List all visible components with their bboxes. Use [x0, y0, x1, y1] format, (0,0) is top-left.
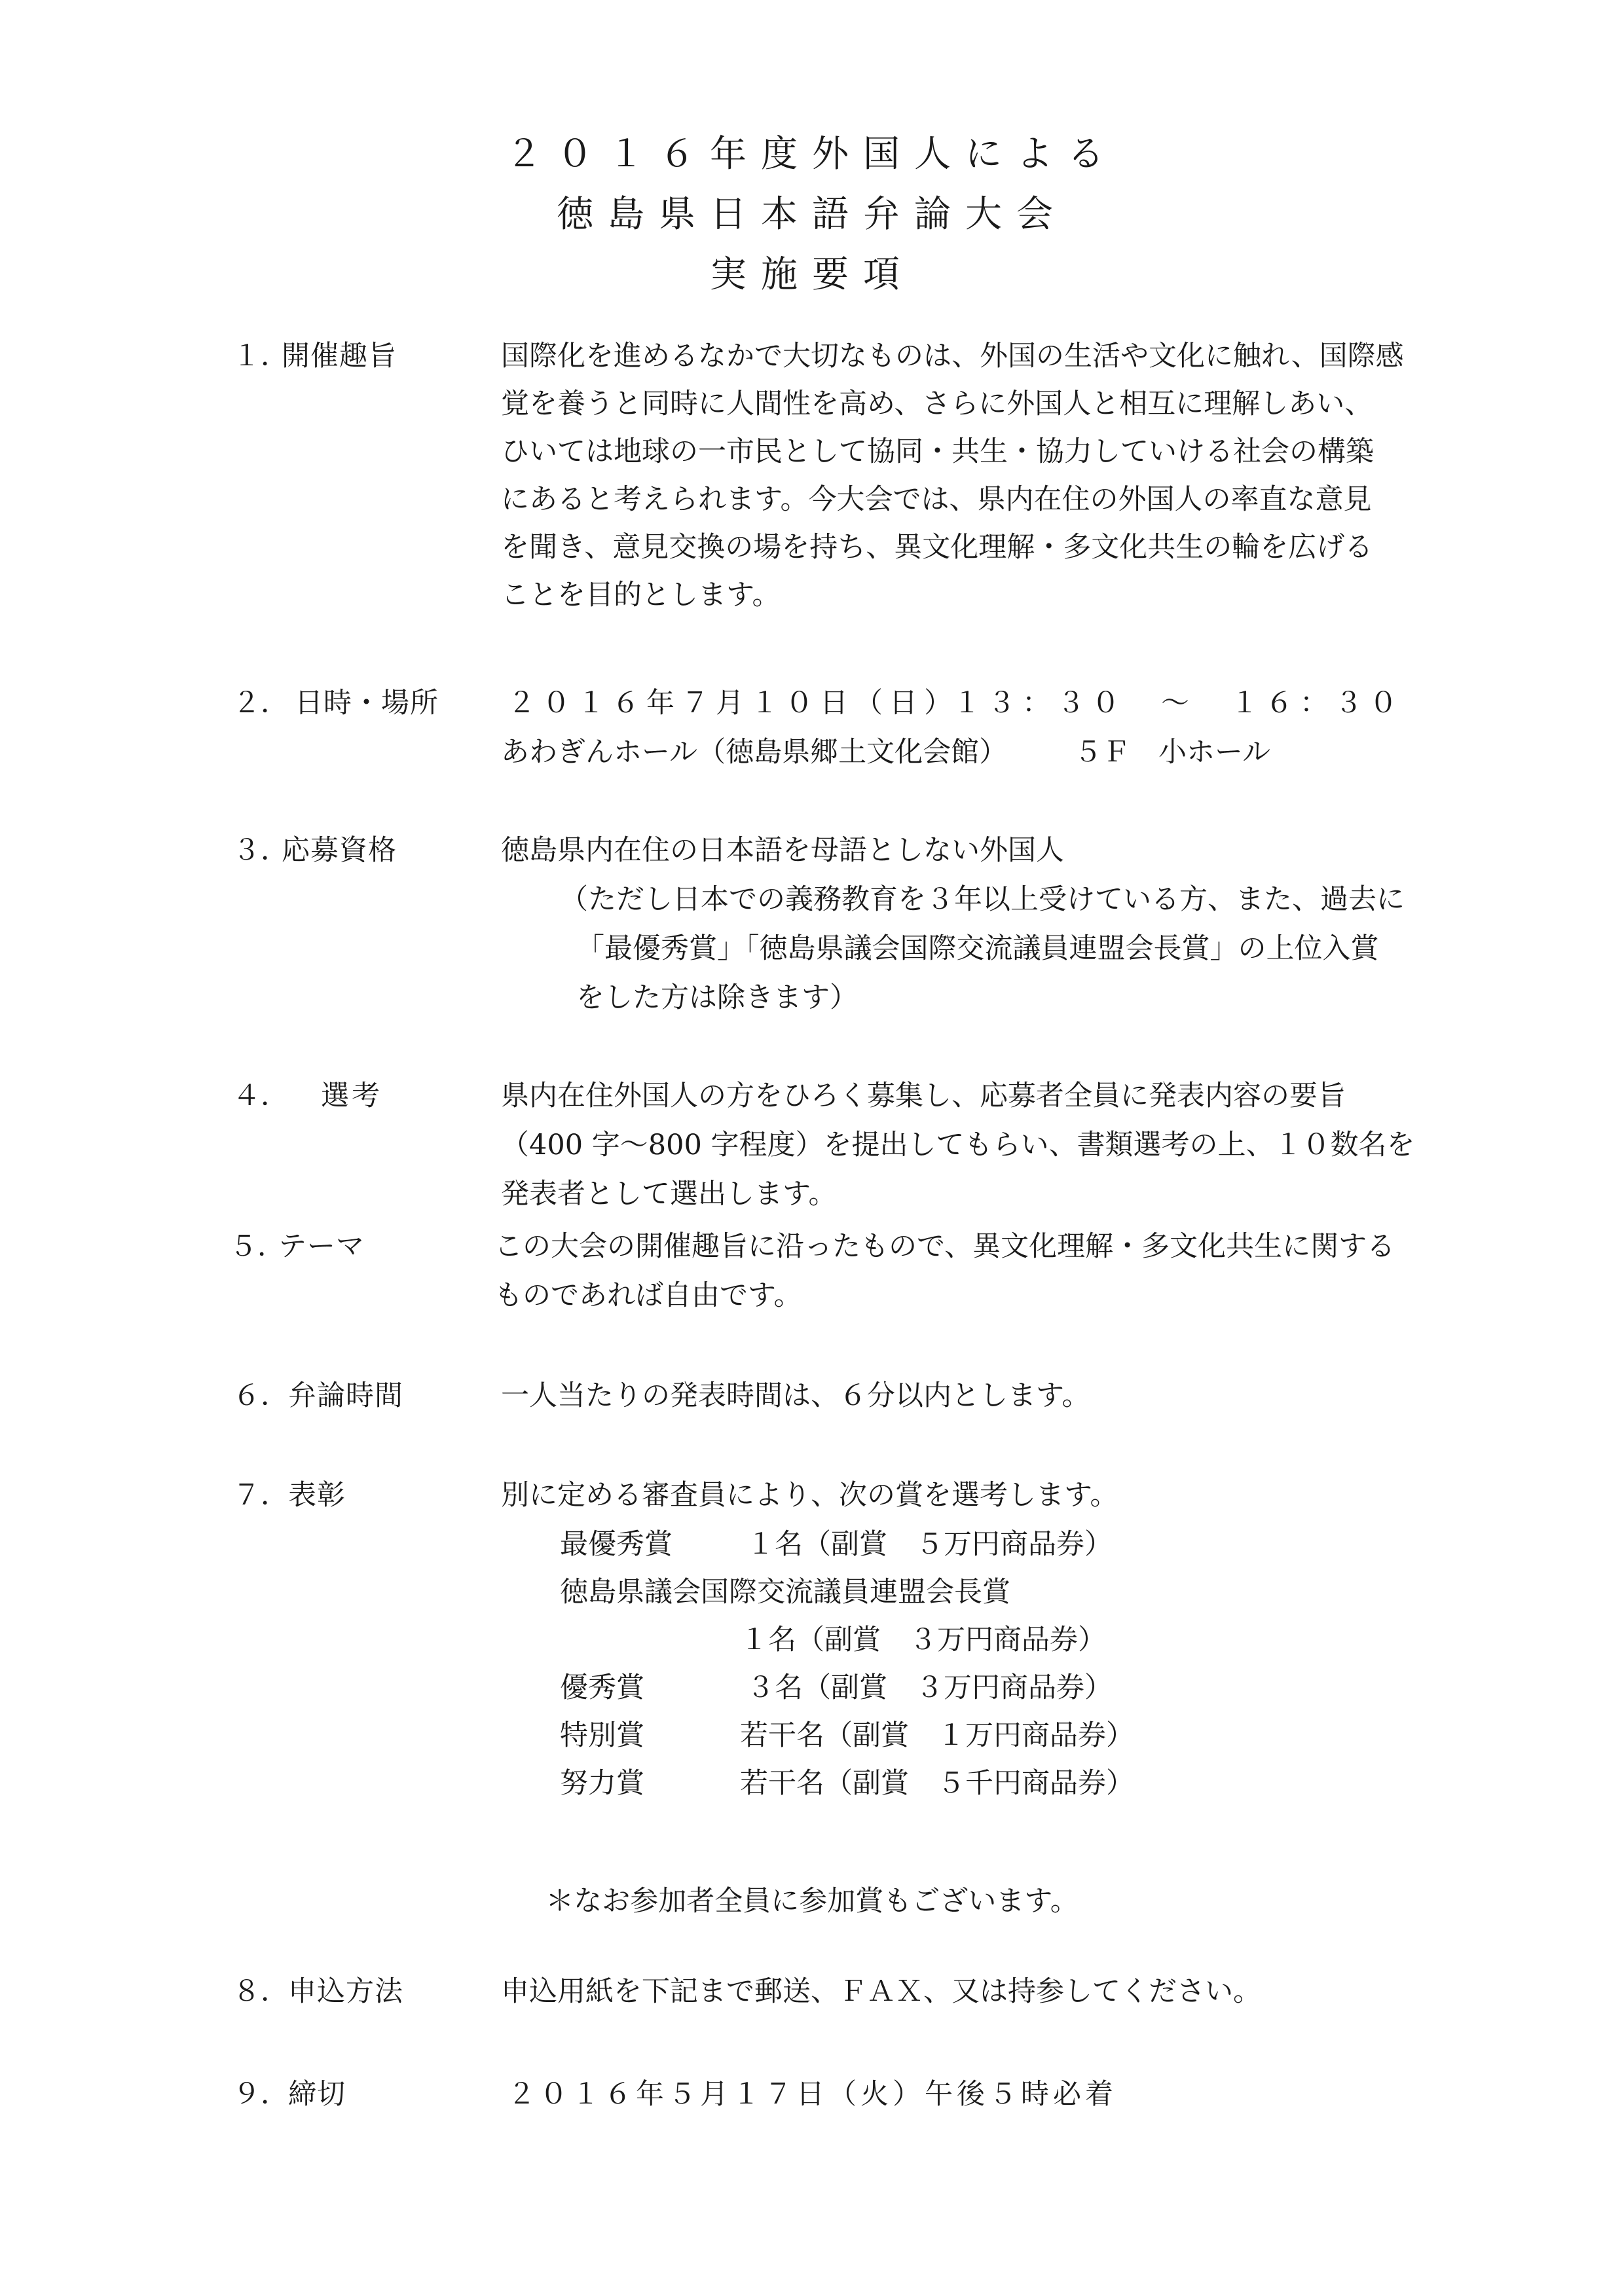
section-number: ８．: [232, 1975, 289, 2008]
event-date: ２０１６年７月１０日（日）: [507, 687, 959, 720]
eligibility-line-4: をした方は除きます）: [576, 981, 858, 1014]
section-number: ３．: [232, 834, 289, 867]
title-line-2: 徳島県日本語弁論大会: [557, 193, 1067, 236]
event-time: １３：３０ ～ １６：３０: [953, 687, 1404, 720]
section-number: １．: [232, 340, 289, 373]
eligibility-line-1: 徳島県内在住の日本語を母語としない外国人: [501, 834, 1064, 867]
section-eligibility: [0, 828, 1624, 1025]
speech-time-text: 一人当たりの発表時間は、６分以内とします。: [501, 1379, 1090, 1412]
section-number: ５．: [229, 1230, 286, 1263]
award-name: 徳島県議会国際交流議員連盟会長賞: [560, 1576, 1010, 1609]
section-deadline: [0, 2072, 1624, 2118]
award-detail: 若干名（副賞 １万円商品券）: [740, 1719, 1134, 1752]
award-name: 優秀賞: [560, 1671, 644, 1704]
section-label: 申込方法: [288, 1975, 403, 2008]
award-detail: １名（副賞 ３万円商品券）: [740, 1624, 1106, 1656]
selection-line-1: 県内在住外国人の方をひろく募集し、応募者全員に発表内容の要旨: [501, 1080, 1346, 1112]
section-selection: [0, 1074, 1624, 1224]
eligibility-line-3: 「最優秀賞」「徳島県議会国際交流議員連盟会長賞」の上位入賞: [576, 932, 1379, 965]
section-label: 弁論時間: [288, 1379, 403, 1412]
award-detail: 若干名（副賞 ５千円商品券）: [740, 1767, 1134, 1800]
section-speech-time: [0, 1374, 1624, 1419]
document-title: [0, 124, 1624, 305]
award-name: 最優秀賞: [560, 1528, 673, 1561]
section-datetime: [0, 681, 1624, 773]
section-number: ９．: [232, 2078, 289, 2111]
awards-note: ＊なお参加者全員に参加賞もございます。: [545, 1885, 1079, 1918]
section-theme: [0, 1224, 1624, 1322]
section-label: 応募資格: [282, 834, 397, 867]
title-line-1: ２０１６年度外国人による: [506, 133, 1118, 175]
event-venue: あわぎんホール（徳島県郷土文化会館）: [501, 736, 1008, 769]
purpose-line-4: にあると考えられます。今大会では、県内在住の外国人の率直な意見: [501, 483, 1372, 516]
section-label: 選考: [321, 1080, 382, 1112]
selection-line-3: 発表者として選出します。: [501, 1178, 837, 1211]
purpose-line-6: ことを目的とします。: [501, 579, 781, 611]
theme-line-1: この大会の開催趣旨に沿ったもので、異文化理解・多文化共生に関する: [494, 1230, 1395, 1263]
section-number: ２．: [232, 687, 289, 720]
section-number: ６．: [232, 1379, 289, 1412]
section-awards: [0, 1473, 1624, 1813]
section-label: 締切: [288, 2078, 346, 2111]
selection-line-2: （400 字～800 字程度）を提出してもらい、書類選考の上、１０数名を: [501, 1129, 1415, 1161]
purpose-line-5: を聞き、意見交換の場を持ち、異文化理解・多文化共生の輪を広げる: [501, 531, 1373, 564]
section-number: ４．: [232, 1080, 289, 1112]
theme-line-2: ものであれば自由です。: [494, 1279, 802, 1312]
section-purpose: [0, 334, 1624, 622]
purpose-line-1: 国際化を進めるなかで大切なものは、外国の生活や文化に触れ、国際感: [501, 340, 1404, 373]
section-label: 開催趣旨: [282, 340, 397, 373]
deadline-text: ２０１６年５月１７日（火）午後５時必着: [507, 2078, 1117, 2111]
award-detail: １名（副賞 ５万円商品券）: [747, 1528, 1113, 1561]
section-number: ７．: [232, 1479, 289, 1512]
purpose-line-3: ひいては地球の一市民として協同・共生・協力していける社会の構築: [501, 435, 1374, 468]
eligibility-line-2: （ただし日本での義務教育を３年以上受けている方、また、過去に: [560, 883, 1405, 916]
award-name: 努力賞: [560, 1767, 644, 1800]
purpose-line-2: 覚を養うと同時に人間性を高め、さらに外国人と相互に理解しあい、: [501, 388, 1373, 420]
section-application: [0, 1969, 1624, 2015]
title-line-3: 実施要項: [710, 253, 914, 296]
section-label: テーマ: [278, 1230, 365, 1263]
application-text: 申込用紙を下記まで郵送、ＦＡＸ、又は持参してください。: [501, 1975, 1261, 2008]
award-detail: ３名（副賞 ３万円商品券）: [747, 1671, 1113, 1704]
awards-intro: 別に定める審査員により、次の賞を選考します。: [501, 1479, 1118, 1512]
award-name: 特別賞: [560, 1719, 644, 1752]
event-room: ５Ｆ 小ホール: [1074, 736, 1271, 769]
section-label: 日時・場所: [295, 687, 439, 720]
section-label: 表彰: [288, 1479, 346, 1512]
